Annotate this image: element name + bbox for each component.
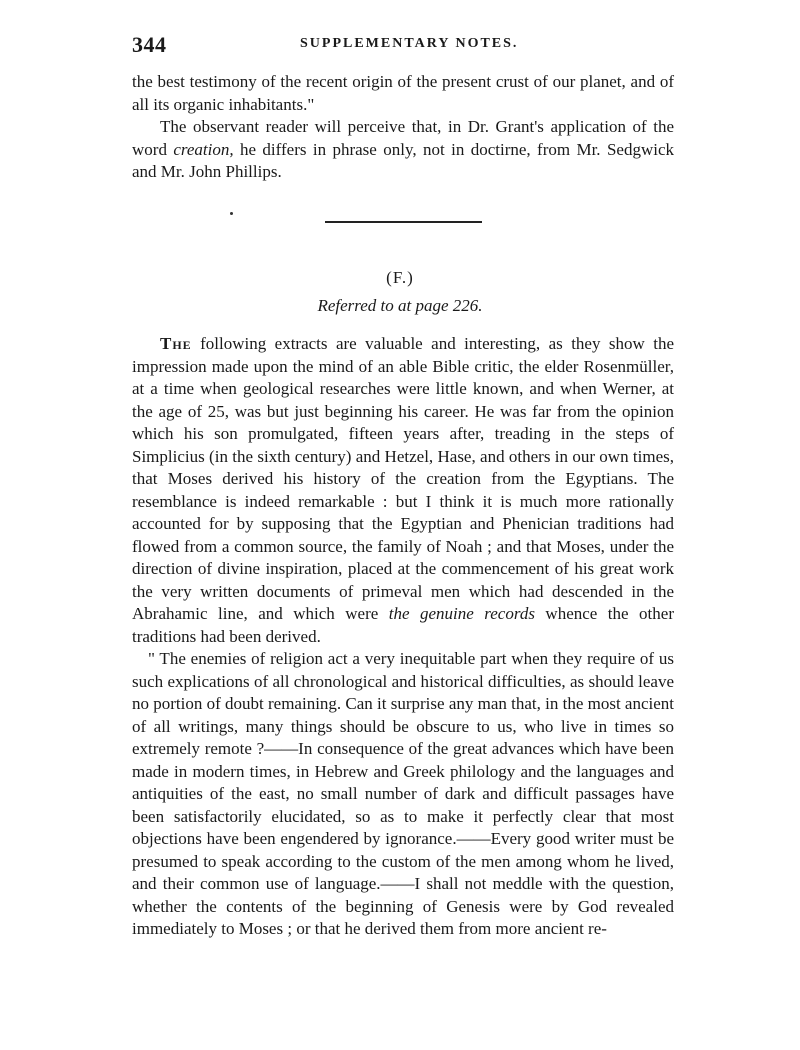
closing-text-block <box>132 71 674 184</box>
paragraph-text: whence the other traditions had been derived. <box>132 604 674 646</box>
page-number: 344 <box>132 32 167 57</box>
running-head: SUPPLEMENTARY NOTES. <box>300 36 519 51</box>
paragraph-extracts <box>132 333 674 648</box>
italic-term: creation, <box>173 139 234 159</box>
paragraph-quotation: " The enemies of religion act a very inequitable part when they require of us such explications of all chronological and historical difficulties, as should leave no portion of doubt remaining. Can it surprise any man that, in the most ancient of all writings, many things should be obscure to us, who live in times so extremely remote ?——In consequence of the great advances which have been made in modern times, in Hebrew and Greek philology and the languages and antiquities of the east, no small number of dark and difficult passages have been satisfactorily elucidated, so as to make it perfectly clear that most objections have been engendered by ignorance.——Every good writer must be presumed to speak according to the custom of the men among whom he lived, and their common use of language.——I shall not meddle with the question, whether the contents of the beginning of Genesis were by God revealed immediately to Moses ; or that he derived them from more ancient re- <box>132 649 675 938</box>
paragraph-quote-end: the best testimony of the recent origin of the present crust of our planet, and of all its organic inhabitants." <box>132 72 674 114</box>
paragraph-observant-reader <box>132 116 674 184</box>
section-reference: Referred to at page 226. <box>317 296 483 315</box>
stray-mark <box>230 212 233 215</box>
italic-phrase: the genuine records <box>388 604 535 623</box>
lead-word: The <box>160 334 192 353</box>
paragraph-text: he differs in phrase only, not in doctirne, from Mr. Sedgwick and Mr. John Phillips. <box>132 139 674 181</box>
paragraph-text: following extracts are valuable and interesting, as they show the impression made upon the mind of an able Bible critic, the elder Rosenmüller, at a time when geological researches were little known, and when Werner, at the age of 25, was but just beginning his career. He was far from the opinion which his son promulgated, fifteen years after, treading in the steps of Simplicius (in the sixth century) and Hetzel, Hase, and others in our own times, that Moses derived his history of the creation from the Egyptians. The resemblance is indeed remarkable : but I think it is much more rationally accounted for by supposing that the Egyptian and Phenician traditions had flowed from a common source, the family of Noah ; and that Moses, under the direction of divine inspiration, placed at the commencement of his great work the very written documents of primeval men which had descended in the Abrahamic line, and which were <box>132 334 674 623</box>
note-f-text-block <box>132 333 674 941</box>
page-header <box>132 32 672 56</box>
section-divider <box>325 221 482 223</box>
section-heading: (F.) <box>386 268 414 287</box>
paragraph-text: The observant reader will perceive that, in Dr. Grant's application of the word <box>132 117 674 159</box>
